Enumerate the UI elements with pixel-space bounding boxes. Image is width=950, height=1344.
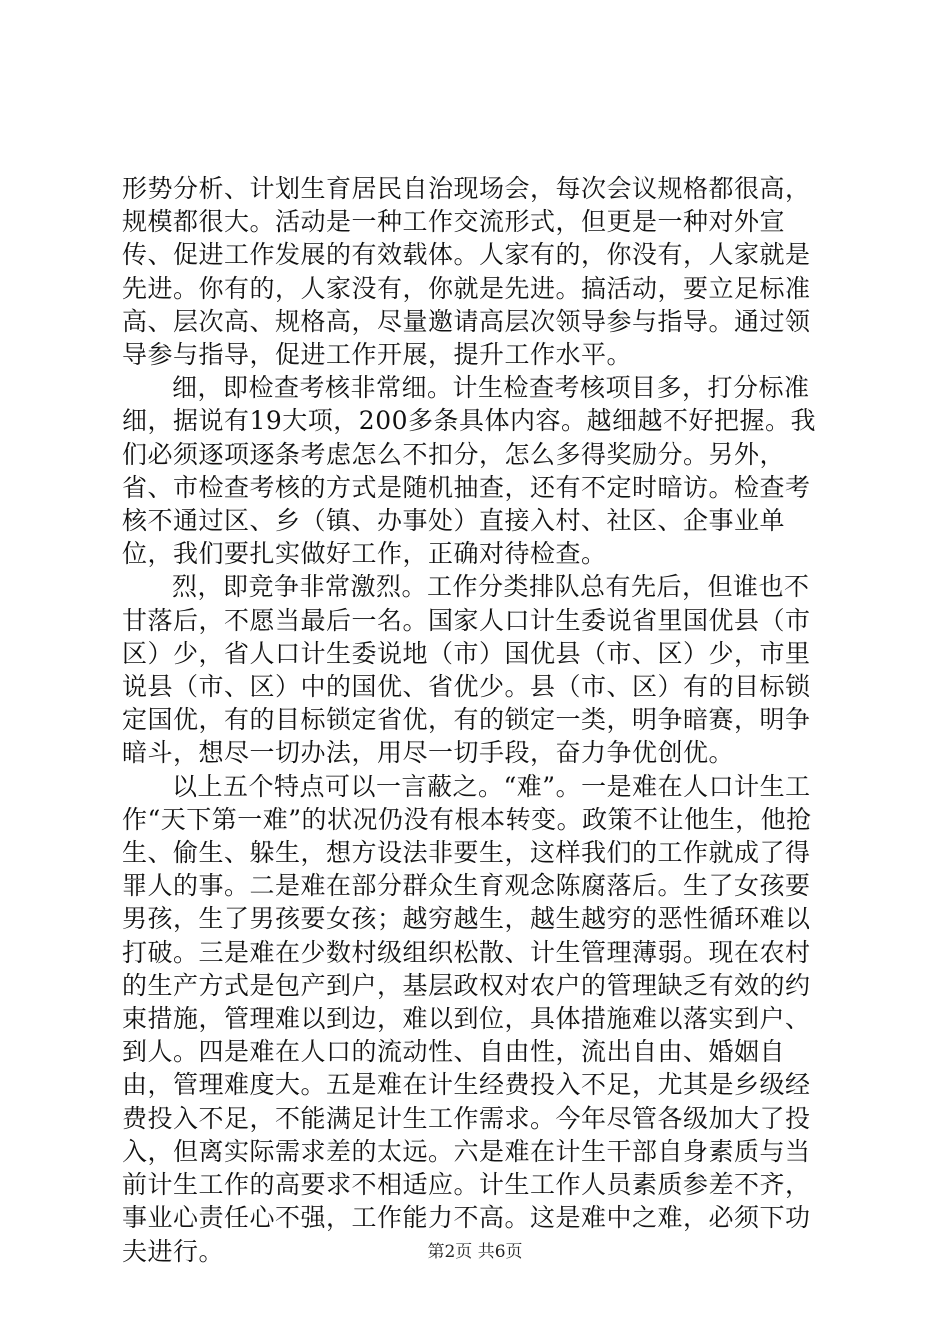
paragraph: 细，即检查考核非常细。计生检查考核项目多，打分标准细，据说有19大项，200多条具体内容。越细越不好把握。我们必须逐项逐条考虑怎么不扣分，怎么多得奖励分。另外，省、市检查考核的方式是随机抽查，还有不定时暗访。检查考核不通过区、乡（镇、办事处）直接入村、社区、企事业单位，我们要扎实做好工作，正确对待检查。 — [122, 373, 817, 569]
paragraph: 以上五个特点可以一言蔽之。“难”。一是难在人口计生工作“天下第一难”的状况仍没有根本转变。政策不让他生，他抢生、偷生、躲生，想方设法非要生，这样我们的工作就成了得罪人的事。二是难在部分群众生育观念陈腐落后。生了女孩要男孩，生了男孩要女孩；越穷越生，越生越穷的恶性循环难以打破。三是难在少数村级组织松散、计生管理薄弱。现在农村的生产方式是包产到户，基层政权对农户的管理缺乏有效的约束措施，管理难以到边，难以到位，具体措施难以落实到户、到人。四是难在人口的流动性、自由性，流出自由、婚姻自由，管理难度大。五是难在计生经费投入不足，尤其是乡级经费投入不足，不能满足计生工作需求。今年尽管各级加大了投入，但离实际需求差的太远。六是难在计生干部自身素质与当前计生工作的高要求不相适应。计生工作人员素质参差不齐，事业心责任心不强，工作能力不高。这是难中之难，必须下功夫进行。 — [122, 771, 812, 1266]
paragraph: 形势分析、计划生育居民自治现场会，每次会议规格都很高，规模都很大。活动是一种工作交流形式，但更是一种对外宣传、促进工作发展的有效载体。人家有的，你没有，人家就是先进。你有的，人家没有，你就是先进。搞活动，要立足标准高、层次高、规格高，尽量邀请高层次领导参与指导。通过领导参与指导，促进工作开展，提升工作水平。 — [122, 174, 811, 370]
page-footer: 第2页 共6页 — [427, 1242, 523, 1262]
paragraph: 烈，即竞争非常激烈。工作分类排队总有先后，但谁也不甘落后，不愿当最后一名。国家人口计生委说省里国优县（市区）少，省人口计生委说地（市）国优县（市、区）少，市里说县（市、区）中的国优、省优少。县（市、区）有的目标锁定国优，有的目标锁定省优，有的锁定一类，明争暗赛，明争暗斗，想尽一切办法，用尽一切手段，奋力争优创优。 — [122, 572, 811, 768]
body-text — [122, 172, 834, 1268]
